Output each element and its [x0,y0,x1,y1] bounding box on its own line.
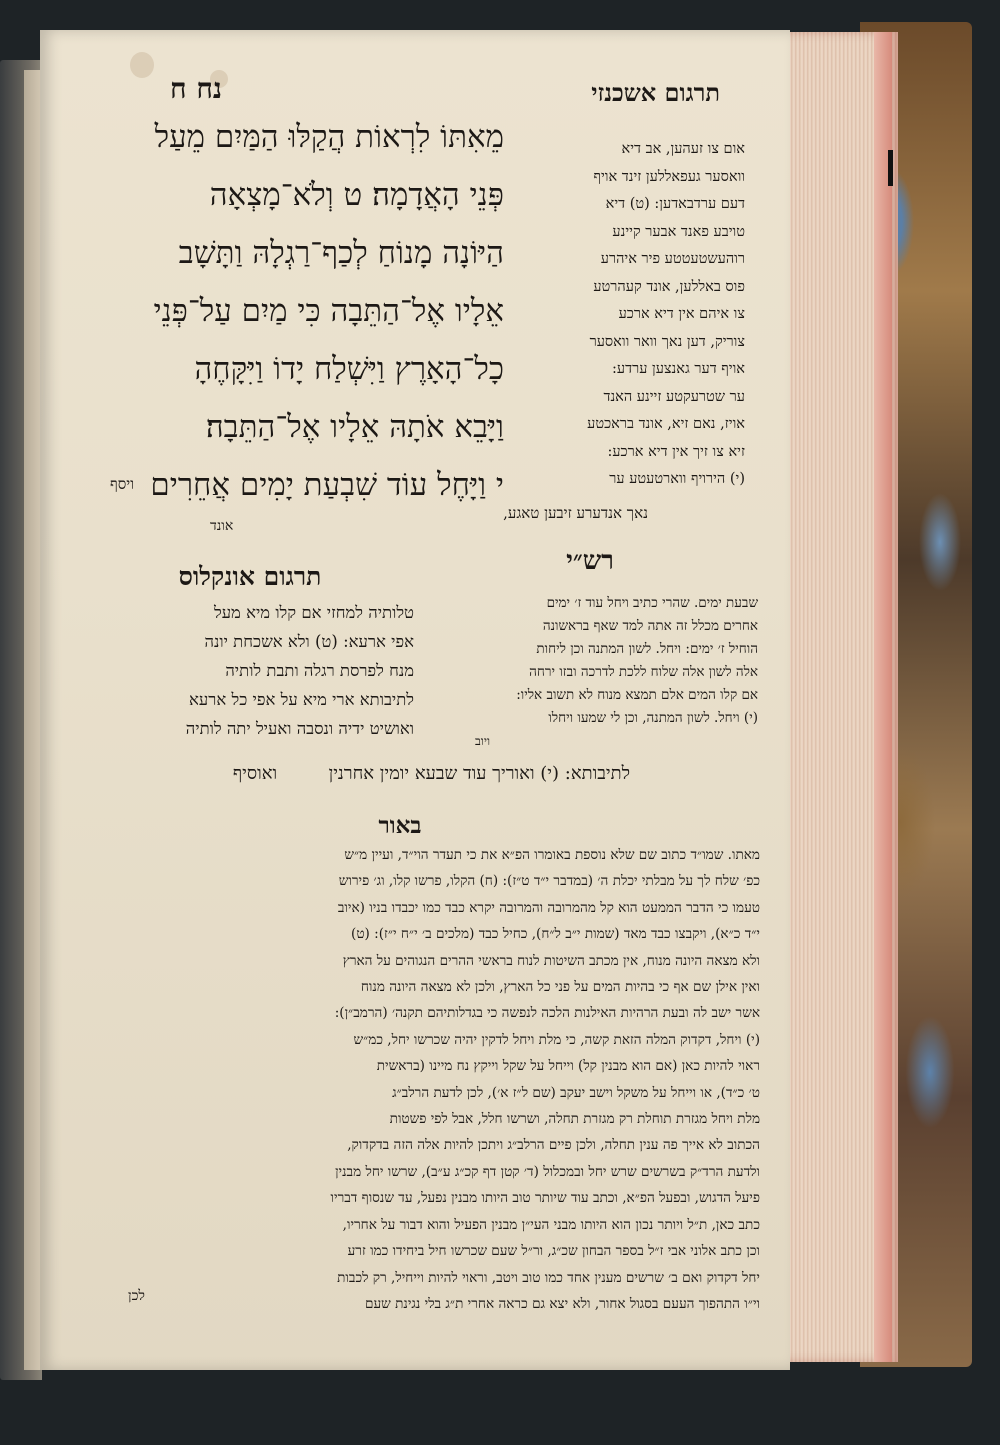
hebrew-line: וַיָּבֵא אֹתָהּ אֵלָיו אֶל־הַתֵּבָה׃ [205,409,504,445]
biur-line: הכתוב לא אייך פה ענין תחלה, ולכן פיים הרלב״ג ויתכן להיות אלה הזה בדקדוק, [347,1137,760,1154]
book-page [40,30,790,1370]
yiddish-line: רוהעשטעטטע פיר איהרע [600,251,745,267]
onkelos-continuation-text: לתיבותא: (י) ואוריך עוד שבעא יומין אחרנין [328,763,630,784]
hebrew-torah-text [46,108,504,503]
bookmark-ribbon [888,150,893,186]
hebrew-line: אֵלָיו אֶל־הַתֵּבָה כִּי מַיִם עַל־פְּנֵי [153,293,504,329]
onkelos-translation [92,598,414,743]
hebrew-line: הַיּוֹנָה מָנוֹחַ לְכַף־רַגְלָהּ וַתָּשָׁב [178,235,504,271]
yiddish-line: פוס באללען, אונד קעהרטע [593,278,745,295]
onkelos-catchword: ואוסיף [232,763,278,784]
rashi-line: אם קלו המים אלם תמצא מנוח לא תשוב אליו: [516,687,758,703]
hebrew-line: מֵאִתּוֹ לִרְאוֹת הֲקַלּוּ הַמַּיִם מֵעַל [154,119,504,155]
yiddish-line: צו איהם אין דיא ארכע [618,306,745,322]
biur-line: ואין אילן שם אף כי בהיות המים על פני כל הארץ, ולכן לא מצאה היונה מנוח [360,979,760,996]
hebrew-catchword: ויסף [110,475,135,493]
yiddish-line: אויף דער גאנצען ערדע: [612,361,745,377]
biur-line: ראוי להיות כאן (אם הוא מבנין קל) וייחל על שקל וייקץ נח מיינו (בראשית [376,1058,760,1075]
yiddish-line: אויז, נאם זיא, אונד בראכטע [587,416,745,432]
biur-line: ט׳ כ״ד), או וייחל על משקל וישב יעקב (שם ל״ז א׳), לכן לדעת הרלב״ג [392,1084,760,1101]
biur-line: מלת ויחל מגזרת תוחלת רק מגזרת תחלה, ושרשו חלל, אבל לפי פשטות [389,1111,760,1128]
hebrew-line: י וַיָּחֶל עוֹד שִׁבְעַת יָמִים אֲחֵרִים [150,467,504,503]
onkelos-line: מנח לפרסת רגלה ותבת לותיה [225,661,414,680]
rashi-line: אחרים מכלל זה אתה למד שאף בראשונה [542,618,758,634]
biur-line: כתב כאן, ת״ל ויותר נכון הוא היותו מבני העי״ן מבנין הפעיל והוא דבור על אחריו, [342,1216,760,1233]
biur-line: כפ׳ שלח לך על מבלתי יכלת ה׳ (במדבר י״ד ט״ז): (ח) הקלו, פרשו קלו, וג׳ פירוש [338,873,760,890]
yiddish-line: ער שטרעקטע זיינע האנד [603,388,745,405]
yiddish-line: (י) הירויף ווארטעטע ער [609,471,745,487]
yiddish-continuation: נאך אנדערע זיבען טאגע, [503,504,648,522]
biur-line: (י) ויחל, דקדוק המלה הזאת קשה, כי מלת ויחל לדקין יהיה שכרשו יחל, כמ״ש [353,1031,760,1048]
biur-line: טעמו כי הדבר הממעט הוא קל מהמרובה והמרובה יקרא כבד כמו יכבדו בניו (איוב [337,899,760,916]
biur-line: וי״ו התהפוך העעם בסגול אחור, ולא יצא גם כראה אחרי ת״ג בלי נגינת שעם [365,1295,760,1312]
biur-commentary [100,842,760,1317]
hebrew-line: כָל־הָאָרֶץ וַיִּשְׁלַח יָדוֹ וַיִּקָּחֶהָ [194,351,504,387]
onkelos-line: ואושיט ידיה ונסבה ואעיל יתה לותיה [185,719,414,738]
yiddish-line: וואסער געפאללען זינד אויף [593,168,745,185]
biur-line: פיעל הדגוש, ובפעל הפ״א, וכתב עוד שיותר טוב היותו מבנין נפעל, עד שנסוף דבריו [330,1190,760,1207]
yiddish-translation-column [500,136,745,494]
page-header-left: נח ח [170,72,222,105]
rashi-line: שבעת ימים. שהרי כתיב ויחל עוד ז׳ ימים [546,595,758,611]
rashi-title: רש״י [566,546,614,576]
rashi-catchword: ויוב [475,734,491,748]
biur-line: אשר ישב לה ובעת הרהיות האילנות הלכה לנפשה כי בגדלותיהם תקנה׳ (הרמב״ן): [334,1005,760,1022]
hebrew-line: פְּנֵי הָאֲדָמָה׃ ט וְלֹא־מָצְאָה [209,177,504,213]
biur-catchword: לכן [128,1288,145,1304]
yiddish-line: דעם ערדבאדען: (ט) דיא [605,196,745,212]
biur-line: וכן כתב אלוני אבי ז״ל בספר הבחון שכ״ג, ור״ל שעם שכרשו חיל ביחידו כמו זרע [347,1243,760,1260]
page-header-right: תרגום אשכנזי [591,78,720,107]
yiddish-line: צוריק, דען נאך וואר וואסער [589,333,745,350]
biur-line: מאתו. שמו״ד כתוב שם שלא נוספת באומרו הפ״א את כי תעדר הוי״ד, ועיין מ״ש [344,847,760,863]
biur-line: ולדעת הרד״ק בשרשים שרש יחל ובמכלול (ד׳ קטן דף קכ״ג ע״ב), שרשו יחל מבנין [335,1163,760,1180]
page-stain [130,52,154,78]
onkelos-continuation [130,763,630,784]
yiddish-line: טויבע פאנד אבער קיינע [612,223,745,240]
page-fore-edge [780,32,898,1362]
yiddish-line: זיא צו זיך אין דיא ארכע: [607,443,745,460]
biur-line: ולא מצאה היונה מנוח, אין מכתב השיטות לנוח בראשי ההרים הנגוהים על הארץ [342,952,760,969]
rashi-line: אלה לשון אלה שלוח ללכת לדרכה ובזו ירחה [529,664,758,680]
rashi-commentary [388,592,758,730]
onkelos-line: אפי ארעא: (ט) ולא אשכחת יונה [204,632,414,651]
biur-line: י״ד כ״א), ויקבצו כבד מאד (שמות י״ב ל״ח), כחיל כבד (מלכים ב׳ י״ח י״ז): (ט) [351,926,760,943]
rashi-line: הוחיל ז׳ ימים: ויחל. לשון המתנה וכן ליחות [536,641,758,657]
biur-title: באור [378,812,422,839]
onkelos-line: טלותיה למחזי אם קלו מיא מעל [213,603,414,622]
onkelos-title: תרגום אונקלוס [178,562,322,591]
yiddish-catchword: אונד [210,518,234,534]
yiddish-line: אום צו זעהען, אב דיא [621,141,745,157]
onkelos-line: לתיבותא ארי מיא על אפי כל ארעא [188,690,414,709]
biur-line: יחל דקדוק ואם ב׳ שרשים מענין אחד כמו טוב ויטב, וראוי להיות וייחיל, רק לכבות [337,1269,760,1286]
rashi-line: (י) ויחל. לשון המתנה, וכן לי שמעו ויחלו [548,710,758,726]
